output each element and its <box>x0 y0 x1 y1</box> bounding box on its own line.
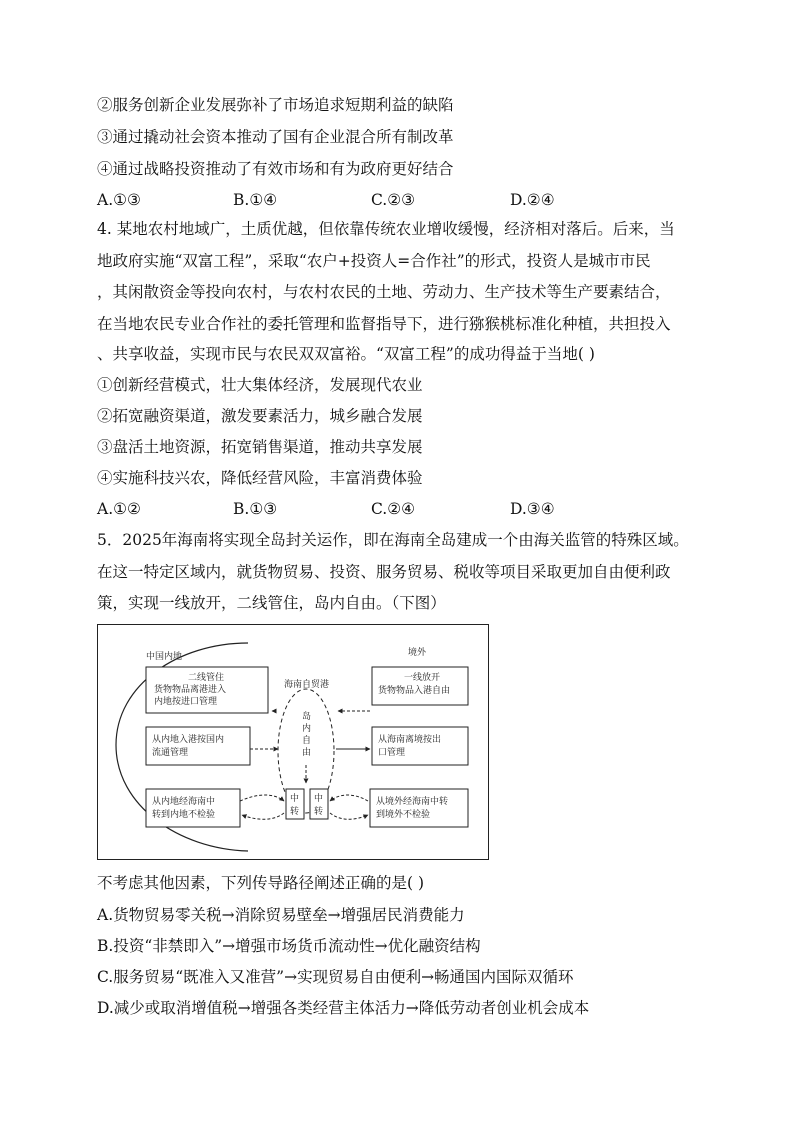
island-label-char: 岛 <box>302 712 312 722</box>
port-label: 海南自贸港 <box>284 680 330 690</box>
q4-statement-2: ②拓宽融资渠道，激发要素活力，城乡融合发展 <box>97 407 423 425</box>
q5-option-d: D.减少或取消增值税→增强各类经营主体活力→降低劳动者创业机会成本 <box>97 999 590 1017</box>
transit-left-char: 转 <box>290 807 300 817</box>
q4-option-d: D.③④ <box>510 500 555 518</box>
q4-statement-3: ③盘活土地资源，拓宽销售渠道，推动共享发展 <box>97 438 423 456</box>
transit-right-char: 中 <box>314 794 324 804</box>
transit-left-char: 中 <box>290 794 300 804</box>
q5-question: 不考虑其他因素，下列传导路径阐述正确的是( ) <box>97 874 425 892</box>
box-left-3 <box>146 789 240 827</box>
q3-option-b: B.①④ <box>233 191 278 209</box>
island-label-char: 自 <box>302 736 312 746</box>
q4-stem-line: 、共享收益，实现市民与农民双双富裕。“双富工程”的成功得益于当地( ) <box>97 345 595 363</box>
box-right-3 <box>370 789 468 827</box>
q5-stem-line: 5．2025年海南将实现全岛封关运作，即在海南全岛建成一个由海关监管的特殊区域。 <box>97 531 689 549</box>
transit-right-char: 转 <box>314 807 324 817</box>
arrow-right-3-out <box>330 813 368 819</box>
arrow-left-3-out <box>242 813 284 819</box>
q3-option-c: C.②③ <box>371 191 416 209</box>
box-right-2-line: 口管理 <box>378 748 406 758</box>
island-label-char: 由 <box>302 748 312 758</box>
q5-stem-line: 在这一特定区域内，就货物贸易、投资、服务贸易、税收等项目采取更加自由便利政 <box>97 563 671 581</box>
q3-statement-4: ④通过战略投资推动了有效市场和有为政府更好结合 <box>97 160 454 178</box>
q3-statement-2: ②服务创新企业发展弥补了市场追求短期利益的缺陷 <box>97 96 454 114</box>
island-label-char: 内 <box>302 724 312 734</box>
box-right-3-line: 从境外经海南中转 <box>376 797 449 807</box>
q4-stem-line: ，其闲散资金等投向农村，与农村农民的土地、劳动力、生产技术等生产要素结合， <box>97 283 671 301</box>
diagram-canvas <box>98 625 490 861</box>
arrow-left-3-in <box>240 795 284 801</box>
q4-statement-1: ①创新经营模式，壮大集体经济，发展现代农业 <box>97 376 423 394</box>
q4-stem-line: 4. 某地农村地域广，土质优越，但依靠传统农业增收缓慢，经济相对落后。后来，当 <box>97 220 675 238</box>
box-left-1-line: 货物物品离港进入 <box>154 685 227 695</box>
q5-option-a: A.货物贸易零关税→消除贸易壁垒→增强居民消费能力 <box>97 906 465 924</box>
abroad-label: 境外 <box>408 648 427 658</box>
q4-stem-line: 在当地农民专业合作社的委托管理和监督指导下，进行猕猴桃标准化种植，共担投入 <box>97 315 671 333</box>
box-left-3-line: 转到内地不检验 <box>152 810 216 820</box>
box-right-2 <box>372 727 468 765</box>
box-left-2 <box>146 727 250 765</box>
box-left-1-line: 二线管住 <box>188 673 225 683</box>
box-right-2-line: 从海南离境按出 <box>378 735 442 745</box>
q4-option-a: A.①② <box>97 500 141 518</box>
q5-option-c: C.服务贸易“既准入又准营”→实现贸易自由便利→畅通国内国际双循环 <box>97 968 574 986</box>
q4-option-b: B.①③ <box>233 500 278 518</box>
box-left-1-line: 内地按进口管理 <box>154 697 218 707</box>
q3-option-d: D.②④ <box>510 191 555 209</box>
q5-option-b: B.投资“非禁即入”→增强市场货币流动性→优化融资结构 <box>97 937 481 955</box>
q4-statement-4: ④实施科技兴农，降低经营风险，丰富消费体验 <box>97 469 423 487</box>
q5-stem-line: 策，实现一线放开，二线管住，岛内自由。（下图） <box>97 594 446 612</box>
arrow-right-3-in <box>330 795 368 801</box>
box-right-1-line: 一线放开 <box>404 673 441 683</box>
box-right-1-line: 货物物品入港自由 <box>378 686 451 696</box>
box-left-2-line: 从内地入港按国内 <box>152 735 225 745</box>
q4-stem-line: 地政府实施“双富工程”，采取“农户+投资人=合作社”的形式，投资人是城市市民 <box>97 252 651 270</box>
box-right-3-line: 到境外不检验 <box>376 810 431 820</box>
box-left-2-line: 流通管理 <box>152 748 189 758</box>
q4-option-c: C.②④ <box>371 500 416 518</box>
q3-option-a: A.①③ <box>97 191 141 209</box>
mainland-label: 中国内地 <box>146 652 183 662</box>
hainan-port-diagram <box>97 624 489 860</box>
q3-statement-3: ③通过撬动社会资本推动了国有企业混合所有制改革 <box>97 128 454 146</box>
box-left-3-line: 从内地经海南中 <box>152 797 216 807</box>
